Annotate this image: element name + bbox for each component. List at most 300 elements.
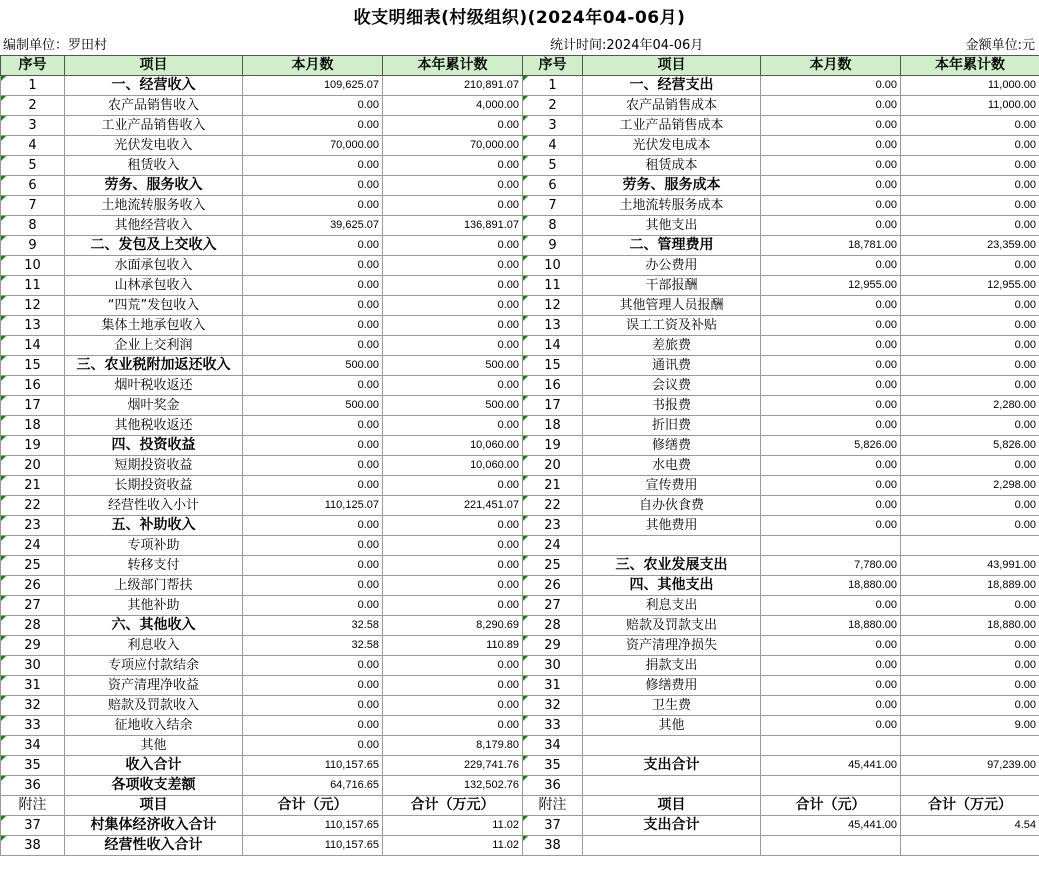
table-row	[1, 536, 1039, 556]
row-item: 农产品销售成本	[583, 96, 761, 116]
note-row-seq: 38	[1, 836, 65, 856]
row-month: 0.00	[243, 576, 383, 596]
row-month: 0.00	[761, 696, 901, 716]
row-ytd: 18,889.00	[901, 576, 1039, 596]
row-month: 0.00	[761, 416, 901, 436]
note-row-item: 村集体经济收入合计	[65, 816, 243, 836]
row-seq: 24	[523, 536, 583, 556]
row-month: 500.00	[243, 356, 383, 376]
row-ytd: 23,359.00	[901, 236, 1039, 256]
row-seq: 36	[523, 776, 583, 796]
row-item: 专项补助	[65, 536, 243, 556]
row-seq: 19	[1, 436, 65, 456]
row-month: 32.58	[243, 636, 383, 656]
row-item: 烟叶奖金	[65, 396, 243, 416]
row-item: 书报费	[583, 396, 761, 416]
row-seq: 12	[523, 296, 583, 316]
row-seq: 33	[1, 716, 65, 736]
row-month: 5,826.00	[761, 436, 901, 456]
header-cell: 序号	[523, 56, 583, 76]
table-row	[1, 756, 1039, 776]
row-ytd	[901, 736, 1039, 756]
row-month: 0.00	[761, 516, 901, 536]
row-seq: 23	[1, 516, 65, 536]
note-row-item: 经营性收入合计	[65, 836, 243, 856]
row-ytd: 210,891.07	[383, 76, 523, 96]
table-row	[1, 396, 1039, 416]
table-row	[1, 156, 1039, 176]
row-month: 7,780.00	[761, 556, 901, 576]
note-row-month: 110,157.65	[243, 816, 383, 836]
row-month: 0.00	[243, 336, 383, 356]
row-month	[761, 776, 901, 796]
row-month	[761, 536, 901, 556]
row-ytd: 0.00	[383, 236, 523, 256]
table-row	[1, 516, 1039, 536]
row-month: 0.00	[761, 716, 901, 736]
row-item: 自办伙食费	[583, 496, 761, 516]
row-item: 资产清理净损失	[583, 636, 761, 656]
row-seq: 2	[523, 96, 583, 116]
row-item: 赔款及罚款收入	[65, 696, 243, 716]
note-header-cell: 合计（万元）	[901, 796, 1039, 816]
row-month: 0.00	[243, 256, 383, 276]
row-seq: 2	[1, 96, 65, 116]
header-cell: 项目	[583, 56, 761, 76]
row-item: 土地流转服务收入	[65, 196, 243, 216]
table-row	[1, 776, 1039, 796]
table-row	[1, 616, 1039, 636]
row-seq: 13	[1, 316, 65, 336]
row-month: 0.00	[243, 456, 383, 476]
row-item: 会议费	[583, 376, 761, 396]
row-month: 0.00	[243, 376, 383, 396]
table-row	[1, 216, 1039, 236]
row-month: 0.00	[243, 556, 383, 576]
row-seq: 6	[523, 176, 583, 196]
note-row-ytd: 4.54	[901, 816, 1039, 836]
row-seq: 17	[523, 396, 583, 416]
row-month: 0.00	[243, 116, 383, 136]
row-ytd: 0.00	[383, 416, 523, 436]
row-item: 四、其他支出	[583, 576, 761, 596]
row-item: 山林承包收入	[65, 276, 243, 296]
table-row	[1, 556, 1039, 576]
row-ytd: 8,179.80	[383, 736, 523, 756]
row-month: 0.00	[761, 396, 901, 416]
row-month: 110,125.07	[243, 496, 383, 516]
row-month: 0.00	[243, 476, 383, 496]
row-item: 经营性收入小计	[65, 496, 243, 516]
row-seq: 32	[523, 696, 583, 716]
row-month: 0.00	[761, 296, 901, 316]
row-seq: 21	[1, 476, 65, 496]
row-ytd: 136,891.07	[383, 216, 523, 236]
row-seq: 5	[523, 156, 583, 176]
row-seq: 8	[1, 216, 65, 236]
row-ytd: 500.00	[383, 396, 523, 416]
row-ytd: 0.00	[901, 596, 1039, 616]
row-month: 0.00	[761, 336, 901, 356]
row-seq: 25	[523, 556, 583, 576]
table-row	[1, 436, 1039, 456]
table-row	[1, 476, 1039, 496]
row-ytd: 0.00	[383, 276, 523, 296]
row-seq: 25	[1, 556, 65, 576]
row-ytd: 2,298.00	[901, 476, 1039, 496]
row-item	[583, 776, 761, 796]
row-ytd: 10,060.00	[383, 436, 523, 456]
row-seq: 23	[523, 516, 583, 536]
row-month: 0.00	[243, 596, 383, 616]
header-cell: 本月数	[761, 56, 901, 76]
row-item: 租赁成本	[583, 156, 761, 176]
table-row	[1, 696, 1039, 716]
row-item: 农产品销售收入	[65, 96, 243, 116]
row-seq: 29	[523, 636, 583, 656]
row-seq: 19	[523, 436, 583, 456]
row-seq: 13	[523, 316, 583, 336]
row-item: 二、管理费用	[583, 236, 761, 256]
row-seq: 17	[1, 396, 65, 416]
row-seq: 15	[1, 356, 65, 376]
row-ytd: 0.00	[901, 456, 1039, 476]
row-item: 其他	[583, 716, 761, 736]
row-month: 0.00	[761, 116, 901, 136]
table-row	[1, 736, 1039, 756]
row-month: 0.00	[761, 456, 901, 476]
row-month: 0.00	[243, 436, 383, 456]
row-month: 0.00	[761, 256, 901, 276]
header-cell: 项目	[65, 56, 243, 76]
row-seq: 26	[1, 576, 65, 596]
row-seq: 35	[1, 756, 65, 776]
row-month: 0.00	[761, 356, 901, 376]
row-month: 0.00	[761, 476, 901, 496]
row-seq: 22	[1, 496, 65, 516]
table-row	[1, 656, 1039, 676]
row-seq: 34	[523, 736, 583, 756]
row-item: 烟叶税收返还	[65, 376, 243, 396]
row-ytd: 500.00	[383, 356, 523, 376]
row-seq: 34	[1, 736, 65, 756]
row-item: 工业产品销售收入	[65, 116, 243, 136]
row-month: 0.00	[761, 656, 901, 676]
row-month: 0.00	[761, 196, 901, 216]
row-month: 110,157.65	[243, 756, 383, 776]
note-row	[1, 816, 1039, 836]
table-body	[1, 76, 1039, 796]
table-row	[1, 676, 1039, 696]
row-month: 0.00	[761, 636, 901, 656]
row-item: 租赁收入	[65, 156, 243, 176]
note-row-seq: 38	[523, 836, 583, 856]
row-ytd: 0.00	[901, 376, 1039, 396]
row-seq: 28	[523, 616, 583, 636]
row-ytd: 0.00	[383, 536, 523, 556]
row-ytd: 0.00	[901, 216, 1039, 236]
row-seq: 31	[523, 676, 583, 696]
row-item: 各项收支差额	[65, 776, 243, 796]
table-row	[1, 176, 1039, 196]
note-row-ytd	[901, 836, 1039, 856]
row-month: 0.00	[761, 136, 901, 156]
row-seq: 9	[523, 236, 583, 256]
note-row-seq: 37	[523, 816, 583, 836]
ledger-table	[0, 55, 1039, 856]
row-month: 0.00	[761, 176, 901, 196]
row-ytd: 229,741.76	[383, 756, 523, 776]
row-ytd: 0.00	[383, 196, 523, 216]
row-ytd: 0.00	[901, 296, 1039, 316]
table-row	[1, 596, 1039, 616]
row-month: 0.00	[243, 176, 383, 196]
row-month: 0.00	[761, 496, 901, 516]
table-row	[1, 116, 1039, 136]
table-row	[1, 76, 1039, 96]
table-row	[1, 376, 1039, 396]
statistics-time: 统计时间:2024年04-06月	[550, 38, 704, 53]
row-item: 工业产品销售成本	[583, 116, 761, 136]
row-seq: 11	[1, 276, 65, 296]
row-ytd: 0.00	[383, 596, 523, 616]
row-item: 企业上交利润	[65, 336, 243, 356]
row-month: 12,955.00	[761, 276, 901, 296]
row-item: 转移支付	[65, 556, 243, 576]
header-row	[1, 56, 1039, 76]
row-ytd: 0.00	[383, 716, 523, 736]
note-row	[1, 836, 1039, 856]
table-row	[1, 496, 1039, 516]
table-row	[1, 416, 1039, 436]
row-ytd: 0.00	[901, 116, 1039, 136]
row-ytd: 18,880.00	[901, 616, 1039, 636]
row-item: 其他管理人员报酬	[583, 296, 761, 316]
row-seq: 7	[523, 196, 583, 216]
row-month: 18,880.00	[761, 576, 901, 596]
row-seq: 31	[1, 676, 65, 696]
row-seq: 30	[523, 656, 583, 676]
row-month: 0.00	[761, 76, 901, 96]
row-ytd: 9.00	[901, 716, 1039, 736]
row-item: 光伏发电成本	[583, 136, 761, 156]
row-seq: 22	[523, 496, 583, 516]
table-row	[1, 716, 1039, 736]
row-ytd: 0.00	[383, 156, 523, 176]
row-ytd: 0.00	[383, 336, 523, 356]
row-ytd: 2,280.00	[901, 396, 1039, 416]
row-item: 卫生费	[583, 696, 761, 716]
table-row	[1, 296, 1039, 316]
row-item: 修缮费用	[583, 676, 761, 696]
row-ytd: 0.00	[383, 296, 523, 316]
row-month	[761, 736, 901, 756]
row-month: 18,781.00	[761, 236, 901, 256]
meta-row	[0, 36, 1039, 55]
row-month: 500.00	[243, 396, 383, 416]
row-ytd: 0.00	[901, 316, 1039, 336]
row-seq: 11	[523, 276, 583, 296]
table-row	[1, 196, 1039, 216]
row-item	[583, 736, 761, 756]
row-item: 利息支出	[583, 596, 761, 616]
row-ytd: 132,502.76	[383, 776, 523, 796]
row-month: 0.00	[761, 376, 901, 396]
row-month: 0.00	[243, 716, 383, 736]
row-seq: 16	[523, 376, 583, 396]
row-month: 109,625.07	[243, 76, 383, 96]
row-month: 0.00	[243, 196, 383, 216]
row-item: 支出合计	[583, 756, 761, 776]
note-row-month	[761, 836, 901, 856]
sheet-title: 收支明细表(村级组织)(2024年04-06月)	[353, 8, 686, 28]
row-item: 捐款支出	[583, 656, 761, 676]
row-item: 其他费用	[583, 516, 761, 536]
row-ytd: 0.00	[383, 256, 523, 276]
row-month: 0.00	[243, 296, 383, 316]
row-month: 45,441.00	[761, 756, 901, 776]
row-seq: 8	[523, 216, 583, 236]
row-seq: 27	[523, 596, 583, 616]
row-seq: 3	[523, 116, 583, 136]
row-seq: 10	[523, 256, 583, 276]
row-item: 利息收入	[65, 636, 243, 656]
row-seq: 14	[1, 336, 65, 356]
table-row	[1, 256, 1039, 276]
row-seq: 18	[1, 416, 65, 436]
row-ytd: 12,955.00	[901, 276, 1039, 296]
row-item: 五、补助收入	[65, 516, 243, 536]
row-ytd: 0.00	[383, 576, 523, 596]
table-row	[1, 276, 1039, 296]
row-item: 办公费用	[583, 256, 761, 276]
table-row	[1, 456, 1039, 476]
row-ytd: 11,000.00	[901, 96, 1039, 116]
row-ytd: 5,826.00	[901, 436, 1039, 456]
header-cell: 本年累计数	[901, 56, 1039, 76]
note-header-cell: 附注	[523, 796, 583, 816]
note-header-cell: 项目	[583, 796, 761, 816]
row-seq: 16	[1, 376, 65, 396]
row-item	[583, 536, 761, 556]
row-ytd: 97,239.00	[901, 756, 1039, 776]
row-ytd: 70,000.00	[383, 136, 523, 156]
table-row	[1, 576, 1039, 596]
row-item: 其他补助	[65, 596, 243, 616]
row-item: 其他税收返还	[65, 416, 243, 436]
row-seq: 27	[1, 596, 65, 616]
row-month: 18,880.00	[761, 616, 901, 636]
row-item: 二、发包及上交收入	[65, 236, 243, 256]
row-seq: 18	[523, 416, 583, 436]
row-ytd: 0.00	[901, 336, 1039, 356]
row-item: 修缮费	[583, 436, 761, 456]
row-item: 四、投资收益	[65, 436, 243, 456]
row-month: 0.00	[761, 156, 901, 176]
row-month: 0.00	[243, 156, 383, 176]
row-item: 征地收入结余	[65, 716, 243, 736]
row-seq: 10	[1, 256, 65, 276]
row-ytd: 0.00	[901, 416, 1039, 436]
header-cell: 序号	[1, 56, 65, 76]
row-ytd: 0.00	[383, 176, 523, 196]
row-seq: 26	[523, 576, 583, 596]
row-seq: 3	[1, 116, 65, 136]
row-seq: 30	[1, 656, 65, 676]
row-item: 折旧费	[583, 416, 761, 436]
row-ytd: 0.00	[383, 556, 523, 576]
note-row-month: 110,157.65	[243, 836, 383, 856]
row-item: 长期投资收益	[65, 476, 243, 496]
row-seq: 33	[523, 716, 583, 736]
row-ytd: 8,290.69	[383, 616, 523, 636]
row-ytd: 11,000.00	[901, 76, 1039, 96]
note-header-cell: 合计（元）	[761, 796, 901, 816]
row-seq: 4	[1, 136, 65, 156]
row-item: 劳务、服务收入	[65, 176, 243, 196]
note-header-cell: 合计（元）	[243, 796, 383, 816]
compiling-unit: 编制单位：罗田村	[3, 38, 108, 53]
row-month: 39,625.07	[243, 216, 383, 236]
row-month: 0.00	[761, 316, 901, 336]
table-row	[1, 96, 1039, 116]
row-seq: 9	[1, 236, 65, 256]
row-month: 0.00	[243, 516, 383, 536]
note-header-cell: 项目	[65, 796, 243, 816]
note-header-row	[1, 796, 1039, 816]
row-ytd: 0.00	[901, 196, 1039, 216]
row-ytd: 0.00	[901, 256, 1039, 276]
note-row-item: 支出合计	[583, 816, 761, 836]
row-item: 集体土地承包收入	[65, 316, 243, 336]
row-month: 0.00	[761, 676, 901, 696]
row-item: 其他经营收入	[65, 216, 243, 236]
row-month: 0.00	[243, 736, 383, 756]
note-row-ytd: 11.02	[383, 836, 523, 856]
row-seq: 20	[523, 456, 583, 476]
row-month: 0.00	[243, 236, 383, 256]
row-seq: 15	[523, 356, 583, 376]
row-seq: 5	[1, 156, 65, 176]
row-item: 一、经营收入	[65, 76, 243, 96]
row-ytd: 0.00	[901, 516, 1039, 536]
row-item: 干部报酬	[583, 276, 761, 296]
row-month: 64,716.65	[243, 776, 383, 796]
row-month: 0.00	[243, 96, 383, 116]
row-month: 0.00	[243, 676, 383, 696]
row-seq: 1	[523, 76, 583, 96]
row-ytd: 0.00	[383, 696, 523, 716]
row-item: 差旅费	[583, 336, 761, 356]
row-seq: 6	[1, 176, 65, 196]
row-seq: 4	[523, 136, 583, 156]
row-item: 通讯费	[583, 356, 761, 376]
row-ytd: 0.00	[901, 176, 1039, 196]
row-item: 收入合计	[65, 756, 243, 776]
row-month: 0.00	[243, 696, 383, 716]
header-cell: 本月数	[243, 56, 383, 76]
row-seq: 7	[1, 196, 65, 216]
row-item: 一、经营支出	[583, 76, 761, 96]
row-ytd: 0.00	[901, 656, 1039, 676]
row-item: 三、农业税附加返还收入	[65, 356, 243, 376]
row-item: 宣传费用	[583, 476, 761, 496]
row-item: 专项应付款结余	[65, 656, 243, 676]
row-ytd: 110.89	[383, 636, 523, 656]
row-ytd	[901, 776, 1039, 796]
row-ytd: 0.00	[383, 676, 523, 696]
row-seq: 1	[1, 76, 65, 96]
